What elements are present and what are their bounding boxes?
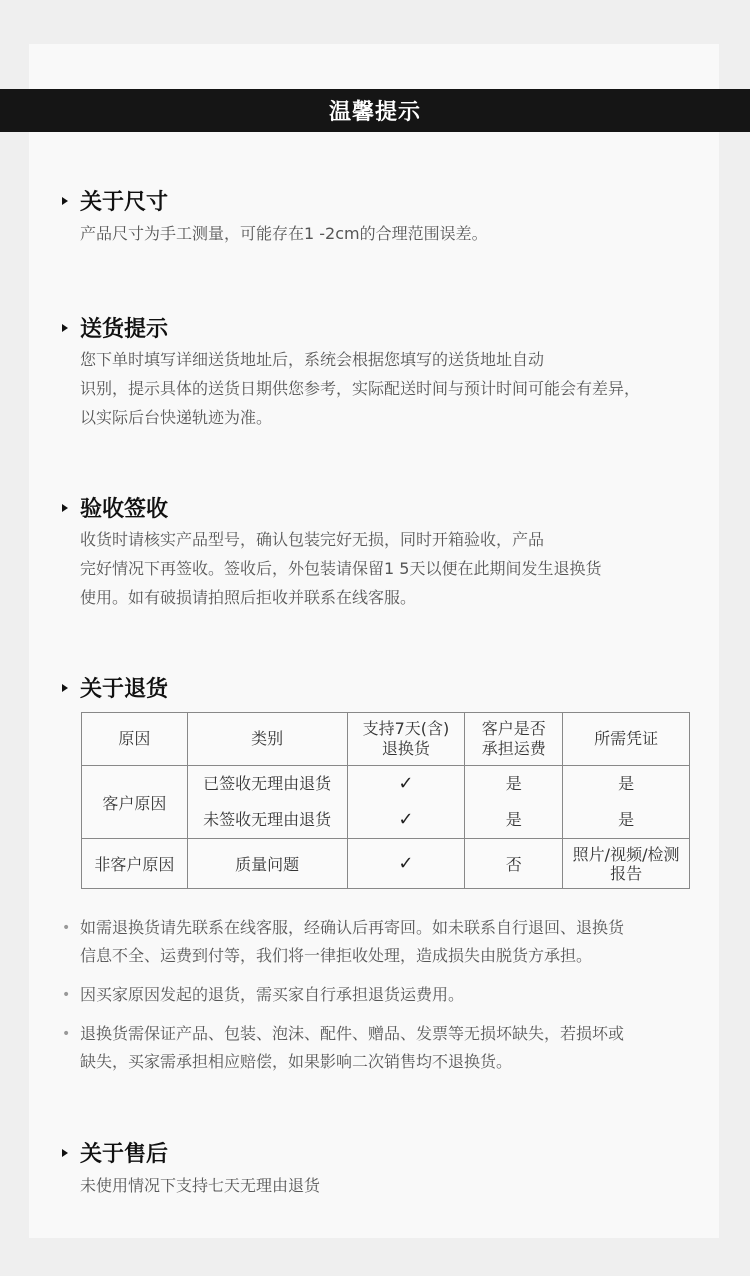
aftersale-line-1: 未使用情况下支持七天无理由退货 (80, 1176, 321, 1195)
header-7day-line-1: 支持7天(含) (362, 719, 450, 738)
section-size-title (62, 185, 168, 216)
table-header-row (82, 713, 690, 766)
inspection-line-2: 完好情况下再签收。签收后，外包装请保留1 5天以便在此期间发生退换货 (80, 559, 602, 578)
delivery-line-3: 以实际后台快递轨迹为准。 (80, 408, 273, 427)
header-shipping-fee (465, 713, 563, 766)
banner-title: 温馨提示 (328, 100, 421, 125)
section-returns-heading: 关于退货 (80, 677, 169, 702)
returns-table (81, 712, 690, 889)
list-item (62, 1020, 712, 1076)
cell-unsigned: 未签收无理由退货 (187, 802, 347, 839)
section-size-heading: 关于尺寸 (80, 190, 169, 215)
section-aftersale-text (80, 1171, 320, 1200)
triangle-bullet-icon (62, 1149, 68, 1157)
return-notes-list (62, 914, 712, 1087)
size-line-1: 产品尺寸为手工测量，可能存在1 -2cm的合理范围误差。 (80, 224, 488, 243)
inspection-line-1: 收货时请核实产品型号，确认包装完好无损，同时开箱验收，产品 (80, 530, 545, 549)
note-1-line-2: 信息不全、运费到付等，我们将一律拒收处理，造成损失由脱货方承担。 (80, 946, 593, 965)
cell-signed-proof: 是 (563, 766, 690, 803)
delivery-line-2: 识别，提示具体的送货日期供您参考，实际配送时间与预计时间可能会有差异， (80, 379, 641, 398)
note-2-line-1: 因买家原因发起的退货，需买家自行承担退货运费用。 (80, 985, 465, 1004)
cell-unsigned-proof: 是 (563, 802, 690, 839)
section-aftersale-heading: 关于售后 (80, 1142, 169, 1167)
section-aftersale-title (62, 1137, 168, 1168)
table-row (82, 766, 690, 803)
checkmark-icon: ✓ (347, 766, 465, 803)
proof-line-1: 照片/视频/检测 (572, 844, 680, 864)
table-row (82, 839, 690, 889)
header-fee-line-1: 客户是否 (481, 719, 546, 738)
section-inspection-heading: 验收签收 (80, 497, 169, 522)
bullet-dot-icon: • (62, 987, 71, 1003)
cell-unsigned-fee: 是 (465, 802, 563, 839)
header-proof: 所需凭证 (563, 713, 690, 766)
cell-quality-issue: 质量问题 (187, 839, 347, 889)
triangle-bullet-icon (62, 504, 68, 512)
note-3-line-2: 缺失，买家需承担相应赔偿，如果影响二次销售均不退换货。 (80, 1052, 513, 1071)
cell-signed-fee: 是 (465, 766, 563, 803)
inspection-line-3: 使用。如有破损请拍照后拒收并联系在线客服。 (80, 588, 417, 607)
tips-banner (0, 89, 750, 132)
proof-line-2: 报告 (610, 863, 643, 883)
section-delivery-title (62, 312, 168, 343)
list-item (62, 914, 712, 970)
delivery-line-1: 您下单时填写详细送货地址后，系统会根据您填写的送货地址自动 (80, 350, 545, 369)
checkmark-icon: ✓ (347, 839, 465, 889)
triangle-bullet-icon (62, 684, 68, 692)
section-size-text (80, 219, 488, 248)
section-inspection-title (62, 492, 168, 523)
list-item (62, 981, 712, 1009)
triangle-bullet-icon (62, 324, 68, 332)
header-7day (347, 713, 465, 766)
section-returns-title (62, 672, 168, 703)
cell-noncustomer-proof (563, 839, 690, 889)
section-delivery-text (80, 345, 640, 432)
header-reason: 原因 (82, 713, 188, 766)
header-category: 类别 (187, 713, 347, 766)
bullet-dot-icon: • (62, 1026, 71, 1042)
checkmark-icon: ✓ (347, 802, 465, 839)
bullet-dot-icon: • (62, 920, 71, 936)
header-fee-line-2: 承担运费 (481, 739, 546, 758)
note-1-line-1: 如需退换货请先联系在线客服，经确认后再寄回。如未联系自行退回、退换货 (80, 918, 625, 937)
triangle-bullet-icon (62, 197, 68, 205)
cell-customer-reason: 客户原因 (82, 766, 188, 839)
section-inspection-text (80, 525, 601, 612)
section-delivery-heading: 送货提示 (80, 317, 169, 342)
cell-noncustomer-reason: 非客户原因 (82, 839, 188, 889)
cell-signed: 已签收无理由退货 (187, 766, 347, 803)
header-7day-line-2: 退换货 (381, 739, 430, 758)
note-3-line-1: 退换货需保证产品、包装、泡沫、配件、赠品、发票等无损坏缺失，若损坏或 (80, 1024, 625, 1043)
cell-noncustomer-fee: 否 (465, 839, 563, 889)
